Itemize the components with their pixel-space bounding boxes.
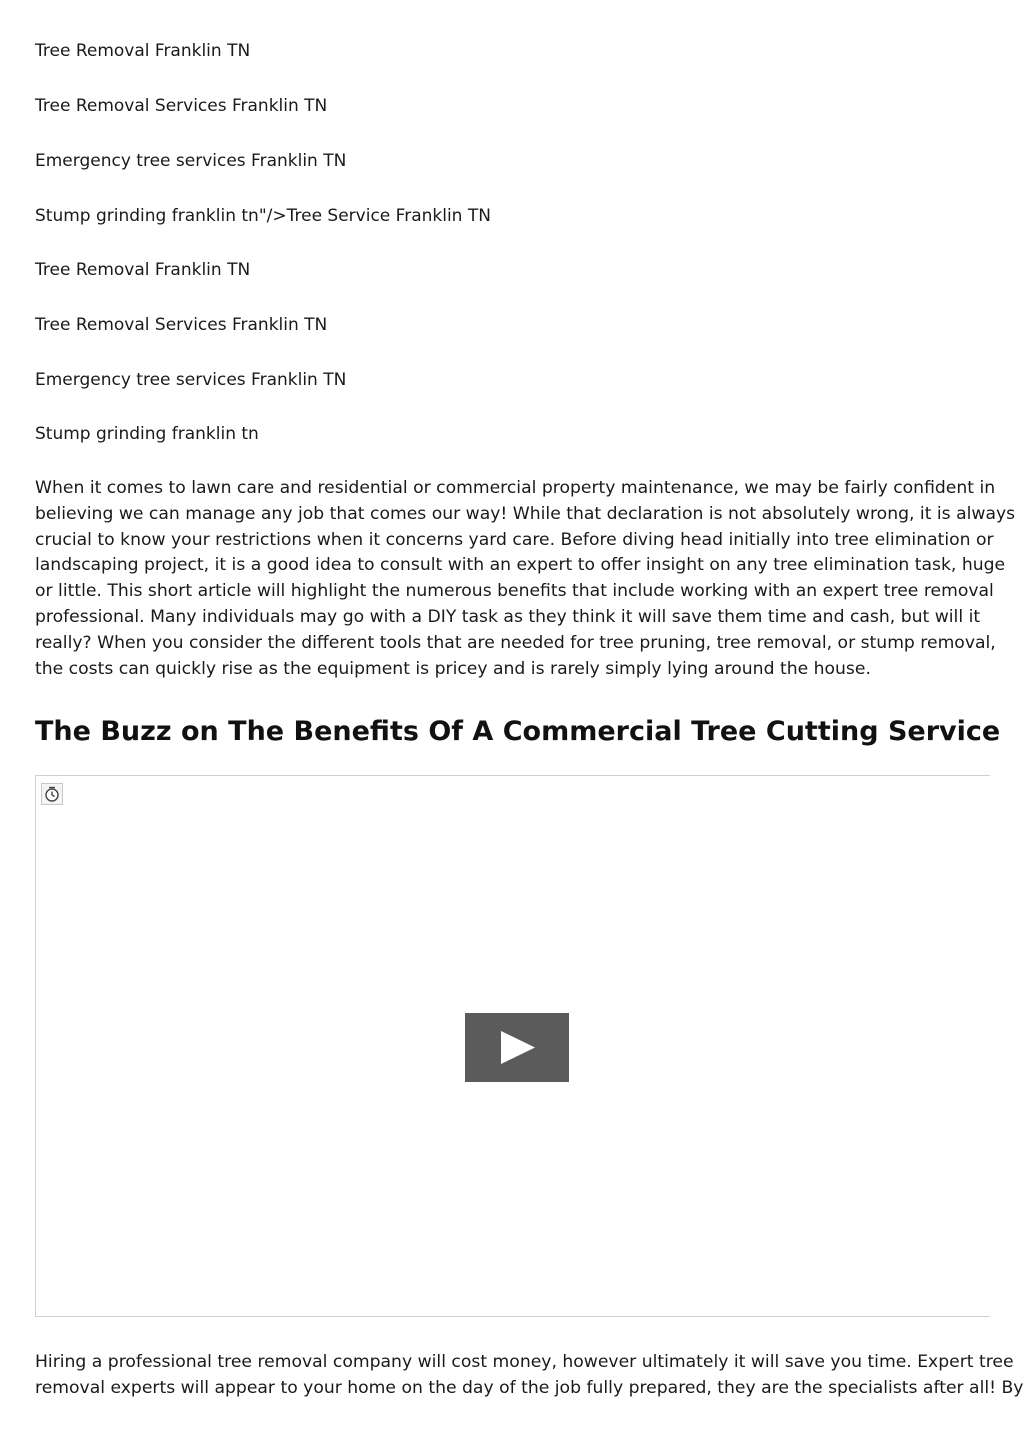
keyword-link[interactable]: Tree Removal Services Franklin TN xyxy=(35,96,328,116)
paragraph-line: the costs can quickly rise as the equipment is pricey and is rarely simply lying around the house. xyxy=(35,658,871,679)
keyword-link[interactable]: Tree Removal Franklin TN xyxy=(35,41,251,61)
keyword-link[interactable]: Stump grinding franklin tn xyxy=(35,424,259,444)
paragraph-line: or little. This short article will highlight the numerous benefits that include working with an expert tree removal xyxy=(35,581,994,602)
keyword-link[interactable]: Tree Removal Franklin TN xyxy=(35,260,251,280)
paragraph-line: really? When you consider the different tools that are needed for tree pruning, tree removal, or stump removal, xyxy=(35,632,996,653)
paragraph-line: professional. Many individuals may go with a DIY task as they think it will save them time and cash, but will it xyxy=(35,606,981,627)
video-embed[interactable] xyxy=(35,775,990,1317)
keyword-link[interactable]: Emergency tree services Franklin TN xyxy=(35,151,347,171)
paragraph-line: When it comes to lawn care and residential or commercial property maintenance, we may be fairly confident in xyxy=(35,478,996,498)
paragraph-line: landscaping project, it is a good idea to consult with an expert to offer insight on any tree elimination task, huge xyxy=(35,555,1006,576)
intro-paragraph xyxy=(35,476,1016,682)
play-button[interactable] xyxy=(465,1013,569,1082)
paragraph-line: crucial to know your restrictions when it concerns yard care. Before diving head initially into tree elimination or xyxy=(35,529,994,550)
keyword-link[interactable]: Emergency tree services Franklin TN xyxy=(35,370,347,390)
keyword-link[interactable]: Tree Removal Services Franklin TN xyxy=(35,315,328,335)
play-icon xyxy=(465,1013,569,1082)
paragraph-line: believing we can manage any job that comes our way! While that declaration is not absolutely wrong, it is always xyxy=(35,503,1016,524)
paragraph-line: Hiring a professional tree removal company will cost money, however ultimately it will save you time. Expert tree xyxy=(35,1352,1014,1372)
clock-icon xyxy=(41,783,63,805)
closing-paragraph xyxy=(35,1350,1024,1402)
section-heading: The Buzz on The Benefits Of A Commercial Tree Cutting Service xyxy=(35,716,1001,747)
paragraph-line: removal experts will appear to your home on the day of the job fully prepared, they are the specialists after all! By xyxy=(35,1377,1024,1398)
keyword-link[interactable]: Stump grinding franklin tn"/>Tree Service Franklin TN xyxy=(35,206,491,226)
